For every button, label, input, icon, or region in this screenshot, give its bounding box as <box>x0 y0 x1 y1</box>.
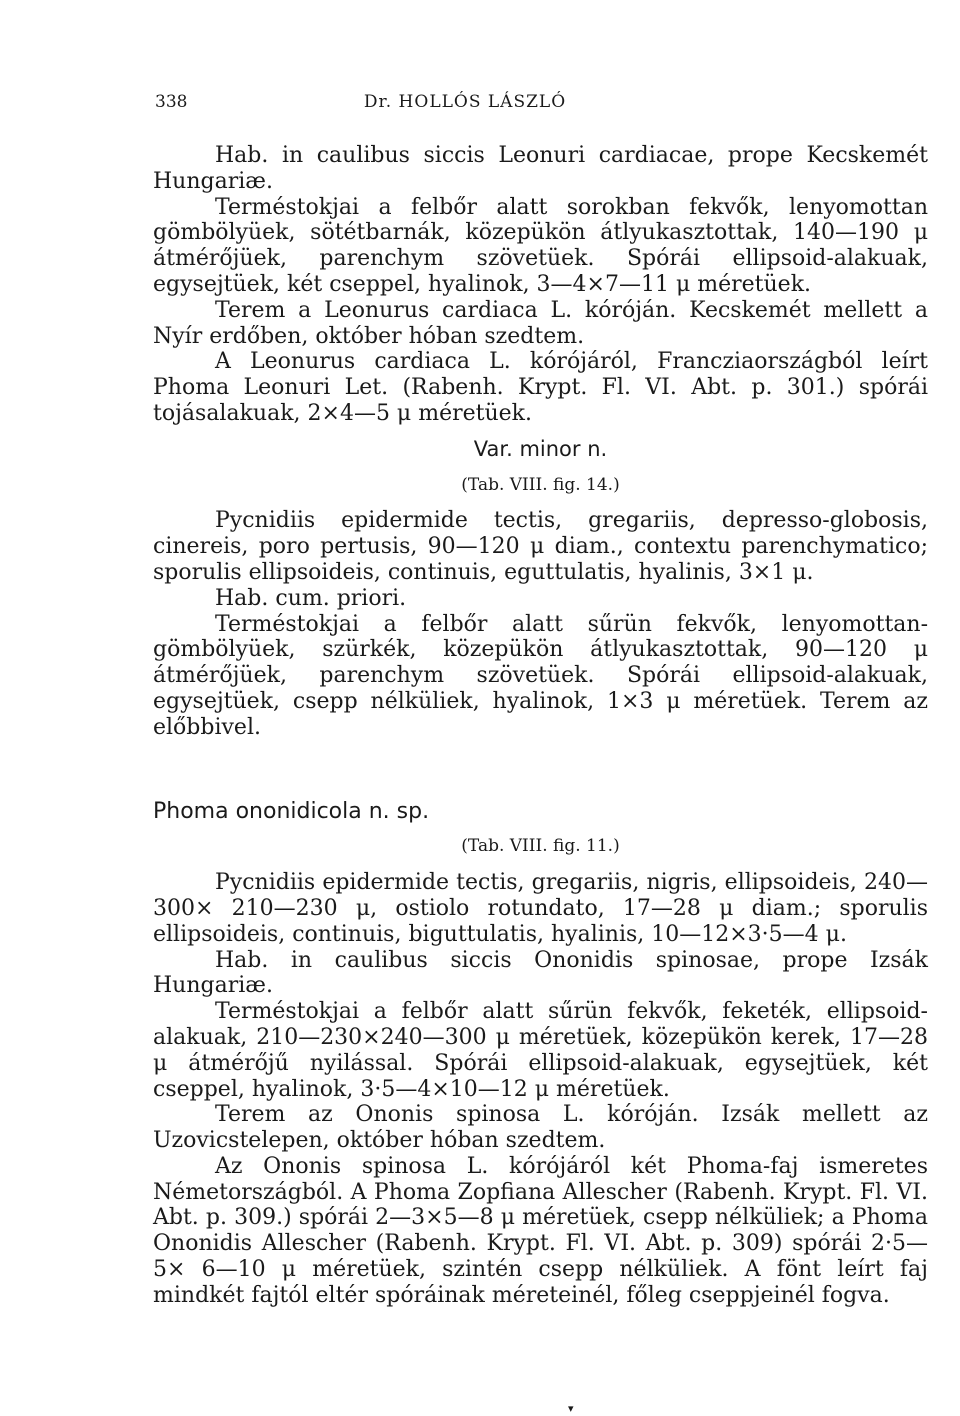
page-number: 338 <box>155 92 188 112</box>
page-body <box>153 143 928 1309</box>
paragraph: A Leonurus cardiaca L. kórójáról, Francziaországból leírt Phoma Leonuri Let. (Rabenh. Krypt. Fl. VI. Abt. p. 301.) spórái tojásalakuak, 2×4—5 μ méretüek. <box>153 349 928 426</box>
section-heading: Var. minor n. <box>473 436 608 461</box>
paragraph: Pycnidiis epidermide tectis, gregariis, nigris, ellipsoideis, 240—300× 210—230 μ, ostiolo rotundato, 17—28 μ diam.; sporulis ellipsoideis, continuis, biguttulatis, hyalinis, 10—12×3·5—4 μ. <box>153 870 928 947</box>
paragraph: Pycnidiis epidermide tectis, gregariis, depresso-globosis, cinereis, poro pertusis, 90—120 μ diam., contextu parenchymatico; sporulis ellipsoideis, continuis, eguttulatis, hyalinis, 3×1 μ. <box>153 508 928 585</box>
paragraph: Terméstokjai a felbőr alatt sorokban fekvők, lenyomottan gömbölyüek, sötétbarnák, közepükön átlyukasztottak, 140—190 μ átmérőjüek, parenchym szövetüek. Spórái ellipsoid-alakuak, egysejtüek, két cseppel, hyalinok, 3—4×7—11 μ méretüek. <box>153 194 928 297</box>
page-header <box>155 92 775 118</box>
running-head: Dr. HOLLÓS LÁSZLÓ <box>363 92 567 112</box>
section-heading: (Tab. VIII. fig. 11.) <box>461 836 620 857</box>
paragraph: Terem a Leonurus cardiaca L. kóróján. Kecskemét mellett a Nyír erdőben, október hóban szedtem. <box>153 297 928 349</box>
section-heading: (Tab. VIII. fig. 14.) <box>461 474 620 495</box>
paragraph: Terem az Ononis spinosa L. kóróján. Izsák mellett az Uzovicstelepen, október hóban szedtem. <box>153 1102 928 1154</box>
paragraph: Hab. in caulibus siccis Leonuri cardiacae, prope Kecskemét Hungariæ. <box>153 143 928 194</box>
paragraph: Terméstokjai a felbőr alatt sűrün fekvők, lenyomottan-gömbölyüek, szürkék, közepükön átlyukasztottak, 90—120 μ átmérőjüek, parenchym szövetüek. Spórái ellipsoid-alakuak, egysejtüek, csepp nélküliek, hyalinok, 1×3 μ méretüek. Terem az előbbivel. <box>153 611 928 740</box>
paragraph: Hab. cum. priori. <box>215 585 407 611</box>
paragraph: Az Ononis spinosa L. kórójáról két Phoma-faj ismeretes Németországból. A Phoma Zopfiana Allescher (Rabenh. Krypt. Fl. VI. Abt. p. 309.) spórái 2—3×5—8 μ méretüek, csepp nélküliek; a Phoma Ononidis Allescher (Rabenh. Krypt. Fl. VI. Abt. p. 309) spórái 2·5—5× 6—10 μ méretüek, szintén csepp nélküliek. A fönt leírt faj mindkét fajtól eltér spóráinak méreteinél, főleg cseppjeinél fogva. <box>153 1153 928 1308</box>
paragraph: Terméstokjai a felbőr alatt sűrün fekvők, feketék, ellipsoid-alakuak, 210—230×240—300 μ méretüek, közepükön kerek, 17—28 μ átmérőjű nyilással. Spórái ellipsoid-alakuak, egysejtüek, két cseppel, hyalinok, 3·5—4×10—12 μ méretüek. <box>153 999 928 1102</box>
species-title: Phoma ononidicola n. sp. <box>153 798 430 824</box>
footer-mark: ▾ <box>568 1402 574 1415</box>
paragraph: Hab. in caulibus siccis Ononidis spinosae, prope Izsák Hungariæ. <box>153 947 928 999</box>
